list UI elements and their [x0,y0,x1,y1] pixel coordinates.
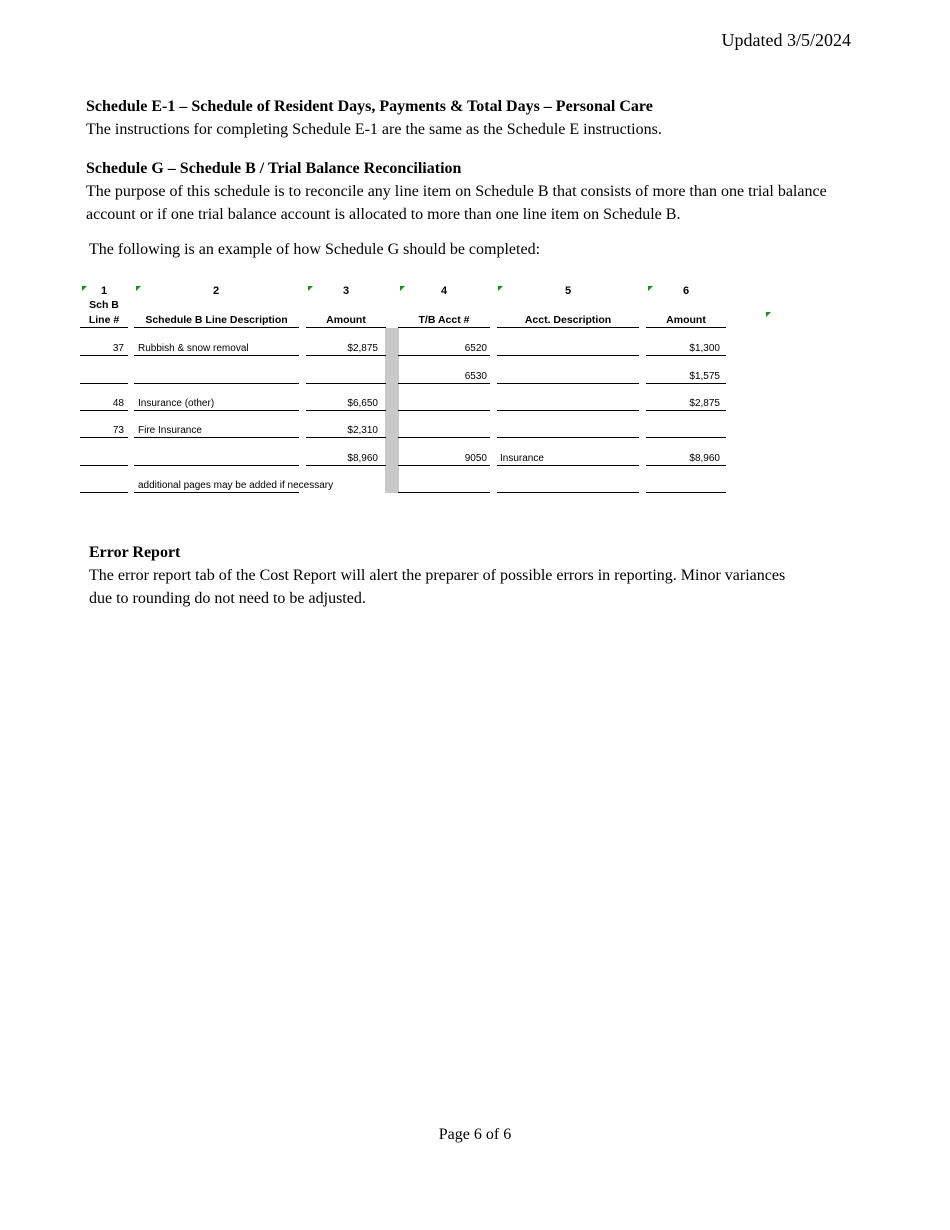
column-number: 1 [100,285,108,297]
cell-tb-acct: 9050 [464,453,487,464]
cell-comment-indicator-icon [308,286,313,291]
section-title: Error Report [89,544,181,561]
header-acct-description: Acct. Description [524,314,612,326]
cell-amount-2: $2,875 [689,398,720,409]
cell-amount-2: $8,960 [689,453,720,464]
cell-comment-indicator-icon [498,286,503,291]
cell-comment-indicator-icon [648,286,653,291]
column-number: 2 [212,285,220,297]
cell-amount-2: $1,575 [689,371,720,382]
updated-date: Updated 3/5/2024 [721,30,851,50]
cell-description: Fire Insurance [138,425,202,436]
example-intro: The following is an example of how Schedule G should be completed: [89,241,541,258]
header-amount-2: Amount [666,314,706,326]
section-text: The error report tab of the Cost Report will alert the preparer of possible errors in reporting. Minor variances due to rounding do not need to be adjusted. [89,567,786,607]
cell-tb-acct: 6530 [464,371,487,382]
header-sch-b: Sch B [89,299,119,311]
column-number: 3 [342,285,350,297]
section-text: The purpose of this schedule is to reconcile any line item on Schedule B that consists of more than one trial balance account or if one trial balance account is allocated to more than one line item on Schedule B. [86,183,827,223]
cell-amount: $2,875 [347,343,378,354]
cell-line: 37 [112,343,124,354]
cell-acct-description: Insurance [500,453,544,464]
header-description: Schedule B Line Description [145,314,288,326]
header-line-number: Line # [88,314,120,326]
section-error-report [89,541,789,610]
section-title: Schedule E-1 – Schedule of Resident Days, Payments & Total Days – Personal Care [86,98,653,115]
cell-description: Insurance (other) [138,398,215,409]
column-number: 4 [440,285,448,297]
cell-description: Rubbish & snow removal [138,343,249,354]
cell-comment-indicator-icon [82,286,87,291]
table-note: additional pages may be added if necessary [138,480,334,491]
cell-amount-2: $1,300 [689,343,720,354]
header-tb-acct: T/B Acct # [418,314,470,326]
section-title: Schedule G – Schedule B / Trial Balance Reconciliation [86,160,462,177]
header-amount: Amount [326,314,366,326]
cell-comment-indicator-icon [136,286,141,291]
page-number: Page 6 of 6 [438,1126,512,1143]
section-text: The instructions for completing Schedule E-1 are the same as the Schedule E instructions. [86,121,662,138]
column-number: 6 [682,285,690,297]
cell-amount: $6,650 [347,398,378,409]
separator-column [385,328,399,493]
column-number: 5 [564,285,572,297]
cell-comment-indicator-icon [766,312,771,317]
cell-tb-acct: 6520 [464,343,487,354]
schedule-g-example-table [0,0,950,520]
cell-amount: $8,960 [347,453,378,464]
cell-amount: $2,310 [347,425,378,436]
cell-line: 48 [112,398,124,409]
cell-comment-indicator-icon [400,286,405,291]
cell-line: 73 [112,425,124,436]
